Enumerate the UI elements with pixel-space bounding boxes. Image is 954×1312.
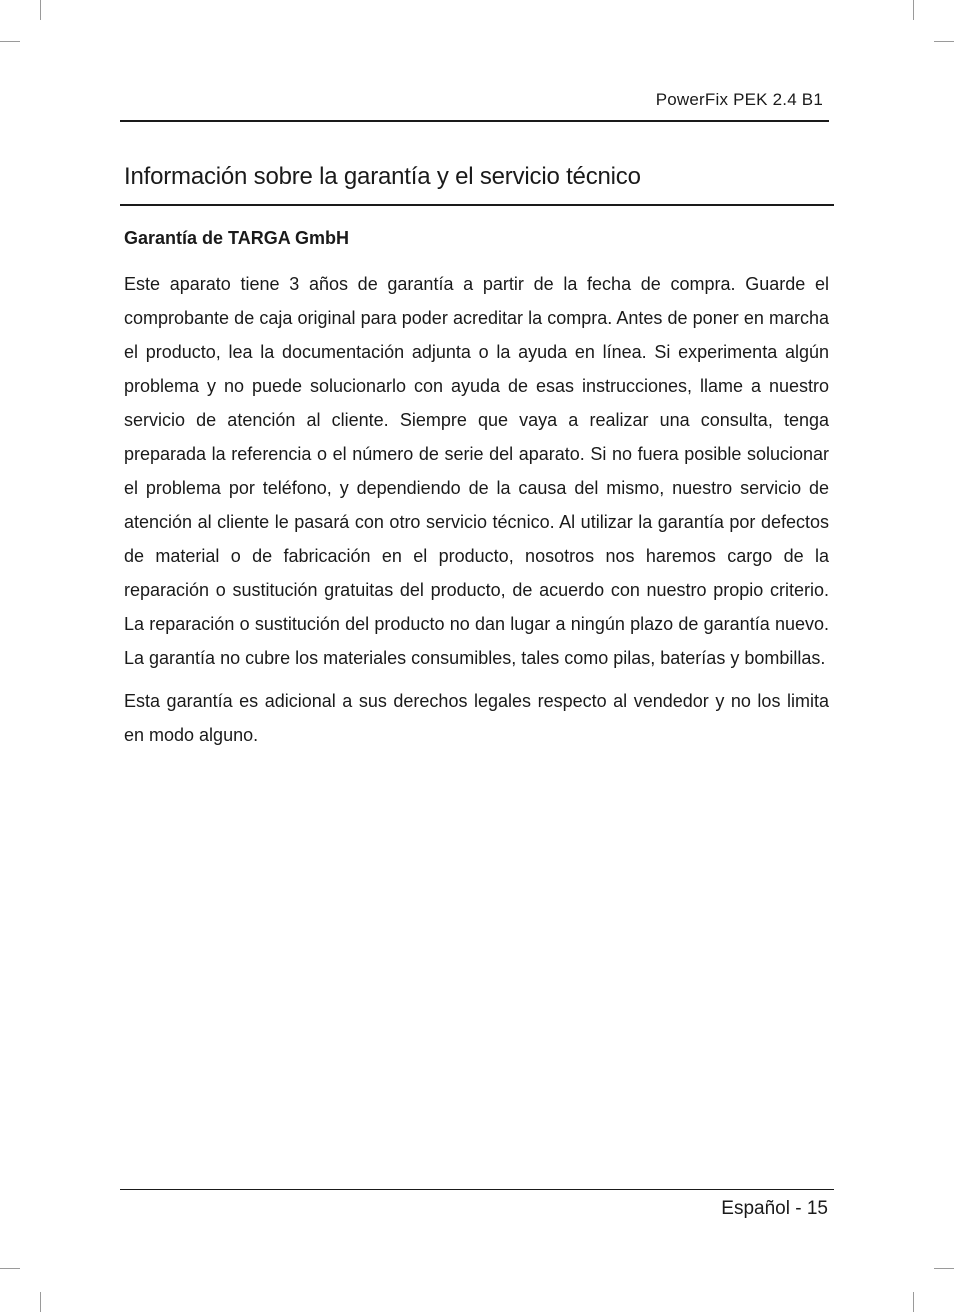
crop-mark	[0, 1268, 20, 1269]
footer-language: Español	[721, 1198, 790, 1219]
crop-mark	[0, 41, 20, 42]
footer-separator: -	[789, 1198, 807, 1219]
page-number: 15	[806, 1198, 828, 1219]
footer-divider	[120, 1189, 834, 1190]
crop-mark	[40, 0, 41, 20]
page-footer	[721, 1198, 828, 1220]
section-title: Información sobre la garantía y el servicio técnico	[124, 163, 641, 190]
crop-mark	[934, 1268, 954, 1269]
section-divider	[120, 204, 834, 206]
warranty-body	[124, 267, 829, 761]
warranty-paragraph: Este aparato tiene 3 años de garantía a partir de la fecha de compra. Guarde el comprobante de caja original para poder acreditar la compra. Antes de poner en marcha el producto, lea la documentación adjunta o la ayuda en línea. Si experimenta algún problema y no puede solucionarlo con ayuda de esas instrucciones, llame a nuestro servicio de atención al cliente. Siempre que vaya a realizar una consulta, tenga preparada la referencia o el número de serie del aparato. Si no fuera posible solucionar el problema por teléfono, y dependiendo de la causa del mismo, nuestro servicio de atención al cliente le pasará con otro servicio técnico. Al utilizar la garantía por defectos de material o de fabricación en el producto, nosotros nos haremos cargo de la reparación o sustitución gratuitas del producto, de acuerdo con nuestro propio criterio. La reparación o sustitución del producto no dan lugar a ningún plazo de garantía nuevo. La garantía no cubre los materiales consumibles, tales como pilas, baterías y bombillas.	[124, 274, 829, 668]
warranty-paragraph: Esta garantía es adicional a sus derechos legales respecto al vendedor y no los limita en modo alguno.	[124, 691, 829, 745]
crop-mark	[913, 0, 914, 20]
crop-mark	[913, 1292, 914, 1312]
running-header: PowerFix PEK 2.4 B1	[655, 90, 823, 109]
warranty-heading: Garantía de TARGA GmbH	[124, 228, 350, 248]
crop-mark	[934, 41, 954, 42]
crop-mark	[40, 1292, 41, 1312]
header-divider	[120, 120, 829, 122]
